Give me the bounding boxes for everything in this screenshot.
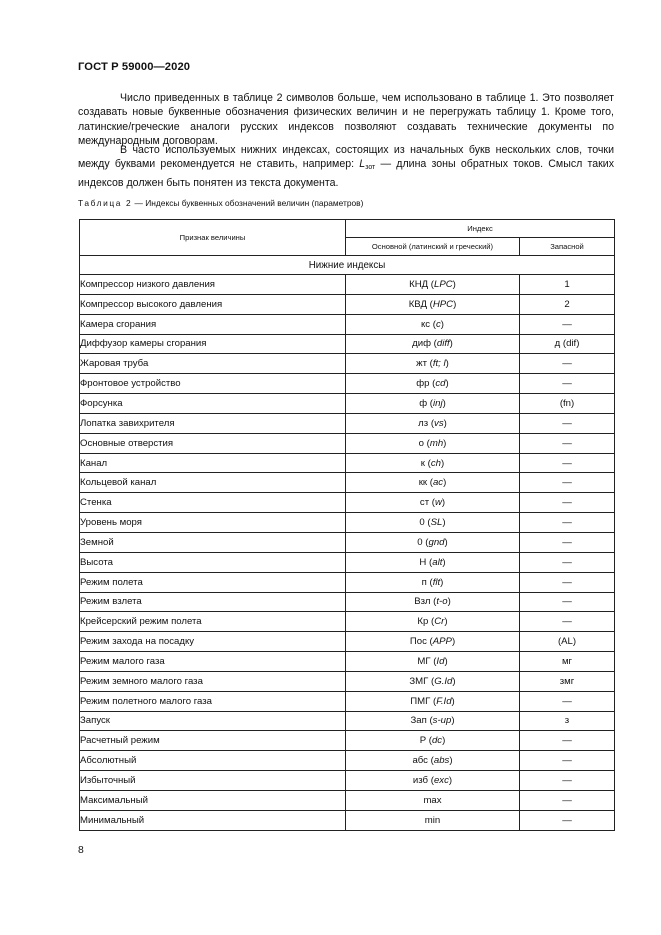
table-row (80, 275, 615, 295)
index-russian: 0 (419, 517, 425, 529)
index-russian: лз (418, 417, 429, 429)
cell-spare-index: змг (520, 671, 615, 691)
cell-attribute: Режим полета (80, 572, 346, 592)
cell-main-index (346, 790, 520, 810)
index-latin: G.Id (434, 675, 453, 687)
cell-main-index: изб (exc) (346, 771, 520, 791)
cell-main-index: Кр (Cr) (346, 612, 520, 632)
cell-attribute: Запуск (80, 711, 346, 731)
cell-attribute: Канал (80, 453, 346, 473)
table-row (80, 433, 615, 453)
index-russian: кс (421, 318, 431, 330)
cell-main-index: Р (dc) (346, 731, 520, 751)
cell-attribute: Режим малого газа (80, 652, 346, 672)
index-latin: w (434, 497, 442, 509)
paragraph-intro: Число приведенных в таблице 2 символов больше, чем использовано в таблице 1. Это позволяет создавать новые буквенные обозначения физических величин и не перегружать таблицу 1. Кроме того, латинские/греческие аналоги русских индексов позволяют создавать технические документы по международным договорам. (78, 92, 614, 148)
cell-main-index: Пос (APP) (346, 632, 520, 652)
cell-attribute: Камера сгорания (80, 314, 346, 334)
table-row (80, 374, 615, 394)
cell-spare-index: — (520, 513, 615, 533)
cell-main-index: ЗМГ (G.Id) (346, 671, 520, 691)
cell-main-index: абс (abs) (346, 751, 520, 771)
table-row (80, 413, 615, 433)
cell-main-index: 0 (gnd) (346, 532, 520, 552)
cell-spare-index: 2 (520, 294, 615, 314)
table-row (80, 691, 615, 711)
index-russian: п (421, 576, 427, 588)
cell-attribute: Расчетный режим (80, 731, 346, 751)
index-russian: ст (419, 497, 430, 509)
cell-attribute: Диффузор камеры сгорания (80, 334, 346, 354)
paragraph-text-before: В часто используемых нижних индексах, состоящих из начальных букв нескольких слов, точки между буквами рекомендуется не ставить, например: (78, 144, 614, 171)
cell-main-index: ПМГ (F.Id) (346, 691, 520, 711)
table-caption (78, 198, 363, 208)
cell-attribute: Основные отверстия (80, 433, 346, 453)
table-row (80, 731, 615, 751)
index-russian: ПМГ (410, 695, 431, 707)
cell-main-index: КНД (LPC) (346, 275, 520, 295)
table-row (80, 552, 615, 572)
table-caption-text: — Индексы буквенных обозначений величин (параметров) (132, 198, 364, 208)
cell-main-index: к (ch) (346, 453, 520, 473)
cell-main-index (346, 810, 520, 830)
cell-main-index: ф (inj) (346, 394, 520, 414)
cell-spare-index: — (520, 552, 615, 572)
cell-attribute: Крейсерский режим полета (80, 612, 346, 632)
cell-main-index: МГ (Id) (346, 652, 520, 672)
cell-attribute: Максимальный (80, 790, 346, 810)
table-row (80, 612, 615, 632)
index-latin: flt (432, 576, 441, 588)
index-russian: ЗМГ (409, 675, 429, 687)
cell-attribute: Минимальный (80, 810, 346, 830)
index-latin: diff (436, 338, 450, 350)
cell-spare-index: — (520, 790, 615, 810)
cell-spare-index: — (520, 572, 615, 592)
index-latin: mh (429, 437, 444, 449)
cell-spare-index: — (520, 453, 615, 473)
paragraph-text-after: — длина зоны обратных токов. Смысл таких индексов должен быть понятен из текста документа. (78, 158, 615, 189)
cell-main-index: 0 (SL) (346, 513, 520, 533)
cell-main-index: кс (c) (346, 314, 520, 334)
cell-main-index: Зап (s-up) (346, 711, 520, 731)
cell-main-index: Взл (t-o) (346, 592, 520, 612)
cell-main-index: фр (cd) (346, 374, 520, 394)
table-row (80, 354, 615, 374)
cell-attribute: Высота (80, 552, 346, 572)
table-row (80, 294, 615, 314)
index-russian: min (424, 814, 441, 826)
index-russian: о (418, 437, 424, 449)
cell-spare-index: 1 (520, 275, 615, 295)
index-russian: Р (419, 735, 427, 747)
index-latin: vs (434, 417, 444, 429)
index-latin: APP (432, 636, 452, 648)
index-latin: ft; l (432, 358, 446, 370)
index-latin: gnd (428, 536, 445, 548)
index-russian: диф (412, 338, 431, 350)
index-russian: ф (419, 397, 428, 409)
page-number: 8 (78, 845, 84, 856)
index-latin: c (435, 318, 441, 330)
table-row (80, 790, 615, 810)
cell-spare-index: — (520, 532, 615, 552)
header-attribute: Признак величины (80, 220, 346, 256)
table-row (80, 473, 615, 493)
index-russian: Кр (417, 616, 429, 628)
cell-attribute: Земной (80, 532, 346, 552)
index-russian: фр (416, 378, 430, 390)
index-russian: Пос (409, 636, 427, 648)
header-main-index: Основной (латинский и греческий) (346, 238, 520, 256)
index-russian: кк (418, 477, 428, 489)
index-latin: t-o (436, 596, 448, 608)
table-row (80, 493, 615, 513)
index-latin: LPC (434, 278, 453, 290)
cell-main-index: о (mh) (346, 433, 520, 453)
cell-spare-index: — (520, 592, 615, 612)
cell-attribute: Режим взлета (80, 592, 346, 612)
cell-attribute: Жаровая труба (80, 354, 346, 374)
cell-attribute: Избыточный (80, 771, 346, 791)
cell-spare-index: — (520, 314, 615, 334)
cell-main-index: ст (w) (346, 493, 520, 513)
index-russian: абс (412, 755, 428, 767)
cell-attribute: Режим полетного малого газа (80, 691, 346, 711)
cell-spare-index: — (520, 374, 615, 394)
paragraph-subscripts (78, 143, 614, 190)
document-header: ГОСТ Р 59000—2020 (78, 61, 191, 73)
cell-spare-index: д (dif) (520, 334, 615, 354)
cell-spare-index: — (520, 354, 615, 374)
cell-spare-index: — (520, 433, 615, 453)
index-latin: ch (430, 457, 441, 469)
index-russian: жт (416, 358, 427, 370)
cell-attribute: Стенка (80, 493, 346, 513)
table-caption-label: Таблица 2 (78, 198, 133, 208)
cell-spare-index: — (520, 691, 615, 711)
cell-spare-index: з (520, 711, 615, 731)
index-latin: Cr (434, 616, 445, 628)
table-row (80, 453, 615, 473)
table-row (80, 532, 615, 552)
table-row (80, 652, 615, 672)
table-row (80, 314, 615, 334)
index-russian: изб (412, 775, 429, 787)
index-latin: s-up (432, 715, 452, 727)
cell-attribute: Уровень моря (80, 513, 346, 533)
index-russian: МГ (417, 655, 431, 667)
table-row (80, 810, 615, 830)
header-index: Индекс (346, 220, 615, 238)
index-latin: alt (432, 556, 443, 568)
index-latin: cd (435, 378, 446, 390)
index-russian: max (423, 794, 442, 806)
cell-spare-index: — (520, 473, 615, 493)
table-row (80, 513, 615, 533)
index-latin: Id (436, 655, 445, 667)
cell-main-index: кк (ac) (346, 473, 520, 493)
cell-spare-index: (fn) (520, 394, 615, 414)
symbol-subscript: зот (365, 164, 376, 172)
index-russian: 0 (417, 536, 423, 548)
index-russian: КВД (408, 298, 427, 310)
table-row (80, 751, 615, 771)
index-latin: F.Id (436, 695, 452, 707)
cell-spare-index: — (520, 810, 615, 830)
cell-attribute: Лопатка завихрителя (80, 413, 346, 433)
table-row (80, 711, 615, 731)
table-row (80, 671, 615, 691)
index-latin: ac (432, 477, 444, 489)
index-russian: Взл (414, 596, 431, 608)
index-russian: КНД (409, 278, 429, 290)
cell-spare-index: — (520, 771, 615, 791)
table-row (80, 394, 615, 414)
cell-attribute: Режим захода на посадку (80, 632, 346, 652)
cell-main-index: п (flt) (346, 572, 520, 592)
table-row (80, 632, 615, 652)
cell-spare-index: (AL) (520, 632, 615, 652)
index-latin: inj (432, 397, 443, 409)
symbol-l: L (359, 158, 366, 171)
cell-attribute: Абсолютный (80, 751, 346, 771)
index-latin: dc (431, 735, 443, 747)
table-row (80, 592, 615, 612)
table-row (80, 334, 615, 354)
cell-spare-index: — (520, 751, 615, 771)
cell-main-index: Н (alt) (346, 552, 520, 572)
cell-attribute: Режим земного малого газа (80, 671, 346, 691)
cell-spare-index: — (520, 413, 615, 433)
index-latin: abs (433, 755, 450, 767)
cell-attribute: Форсунка (80, 394, 346, 414)
cell-attribute: Фронтовое устройство (80, 374, 346, 394)
cell-attribute: Компрессор высокого давления (80, 294, 346, 314)
index-latin: HPC (432, 298, 454, 310)
header-spare-index: Запасной (520, 238, 615, 256)
cell-main-index: жт (ft; l) (346, 354, 520, 374)
cell-spare-index: мг (520, 652, 615, 672)
cell-main-index: лз (vs) (346, 413, 520, 433)
index-latin: SL (430, 517, 443, 529)
index-russian: к (420, 457, 425, 469)
index-latin: exc (433, 775, 449, 787)
table-row (80, 572, 615, 592)
indices-table (79, 219, 615, 831)
cell-spare-index: — (520, 493, 615, 513)
index-russian: Н (419, 556, 427, 568)
section-title: Нижние индексы (80, 256, 615, 275)
cell-attribute: Компрессор низкого давления (80, 275, 346, 295)
cell-main-index: КВД (HPC) (346, 294, 520, 314)
cell-spare-index: — (520, 731, 615, 751)
cell-main-index: диф (diff) (346, 334, 520, 354)
cell-attribute: Кольцевой канал (80, 473, 346, 493)
table-row (80, 771, 615, 791)
cell-spare-index: — (520, 612, 615, 632)
index-russian: Зап (410, 715, 427, 727)
